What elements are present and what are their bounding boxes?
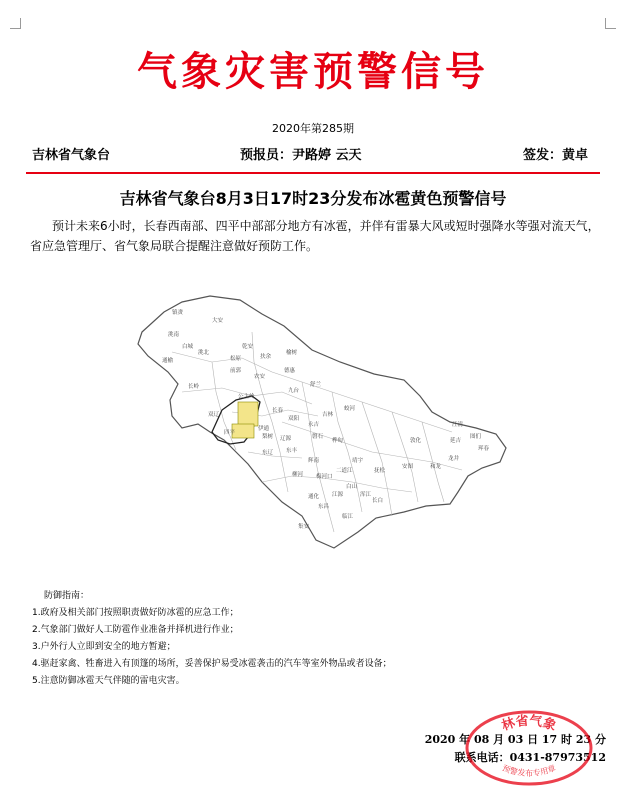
svg-text:林省气象 xyxy=(500,713,559,734)
map-label: 图们 xyxy=(470,434,482,440)
map-label: 珲春 xyxy=(478,446,490,452)
map-label: 吉林 xyxy=(322,412,334,418)
issue-number: 2020年第285期 xyxy=(272,122,354,135)
guide-item: 1.政府及相关部门按照职责做好防冰雹的应急工作； xyxy=(32,608,239,618)
map-label: 东辽 xyxy=(262,450,274,456)
map-label: 德惠 xyxy=(284,368,296,374)
warning-body: 预计未来6小时，长春西南部、四平中部部分地方有冰雹，并伴有雷暴大风或短时强降水等强对流天气，省应急管理厅、省气象局联合提醒注意做好预防工作。 xyxy=(30,219,600,253)
map-label: 乾安 xyxy=(242,344,254,350)
map-label: 白城 xyxy=(182,344,194,350)
map-label: 和龙 xyxy=(430,464,442,470)
map-label: 延吉 xyxy=(450,438,462,444)
map-label: 洮北 xyxy=(198,350,210,356)
masthead-title: 气象灾害预警信号 xyxy=(137,48,489,95)
map-label: 四平 xyxy=(224,430,236,436)
map-label: 镇赉 xyxy=(172,310,184,316)
map-label: 长春 xyxy=(272,408,284,414)
map-label: 东昌 xyxy=(318,504,330,510)
guide-item: 4.驱赶家禽、牲畜进入有顶篷的场所，妥善保护易受冰雹袭击的汽车等室外物品或者设备； xyxy=(32,659,392,669)
map-label: 蛟河 xyxy=(344,406,356,412)
map-label: 辉南 xyxy=(308,458,320,464)
map-label: 二道江 xyxy=(336,468,353,474)
headline: 吉林省气象台8月3日17时23分发布冰雹黄色预警信号 xyxy=(119,189,507,208)
map-label: 集安 xyxy=(298,524,310,530)
map-label: 通化 xyxy=(308,494,320,500)
defense-guide xyxy=(32,588,472,690)
red-divider xyxy=(26,172,600,174)
map-label: 扶余 xyxy=(260,354,272,360)
warning-zone-siping xyxy=(232,424,254,438)
map-label: 辽源 xyxy=(280,436,292,442)
guide-item: 2.气象部门做好人工防雹作业准备并择机进行作业； xyxy=(32,625,239,635)
map-label: 公主岭 xyxy=(238,394,255,400)
map-label: 靖宇 xyxy=(352,458,364,464)
province-outline xyxy=(138,296,506,548)
corner-mark-right xyxy=(605,18,616,29)
guide-item: 3.户外行人立即到安全的地方暂避； xyxy=(32,642,176,652)
map-label: 桦甸 xyxy=(332,438,344,444)
guide-item: 5.注意防御冰雹天气伴随的雷电灾害。 xyxy=(32,676,185,686)
province-map xyxy=(112,292,512,554)
map-label: 梨树 xyxy=(262,434,274,440)
map-label: 梅河口 xyxy=(316,474,333,480)
forecasters: 预报员：尹路婷 云天 xyxy=(240,148,362,163)
map-label: 伊通 xyxy=(258,426,270,432)
corner-mark-left xyxy=(10,18,21,29)
map-label: 长白 xyxy=(372,498,384,504)
map-label: 大安 xyxy=(212,318,224,324)
seal-top-text: 林省气象 xyxy=(499,713,559,735)
map-label: 松原 xyxy=(230,356,242,362)
map-label: 榆树 xyxy=(286,350,298,356)
guide-heading: 防御指南： xyxy=(44,591,90,601)
map-label: 临江 xyxy=(342,514,354,520)
map-label: 双辽 xyxy=(208,412,220,418)
map-label: 柳河 xyxy=(292,472,304,478)
svg-text:预警发布专用章 xyxy=(501,763,557,778)
map-label: 磐石 xyxy=(312,434,324,440)
map-label: 东丰 xyxy=(286,448,298,454)
warning-zone-changchun-sw xyxy=(238,402,258,426)
map-label: 汪清 xyxy=(452,422,464,428)
seal-bottom-text: 预警发布专用章 xyxy=(500,763,558,778)
map-label: 永吉 xyxy=(308,422,320,428)
issue-datetime: 2020 年 08 月 03 日 17 时 23 分 xyxy=(424,733,606,746)
map-label: 九台 xyxy=(288,388,300,394)
contact-phone: 联系电话：0431-87973512 xyxy=(454,751,606,764)
map-label: 双阳 xyxy=(288,416,300,422)
map-label: 抚松 xyxy=(374,468,386,474)
signer: 签发：黄卓 xyxy=(522,148,588,163)
map-label: 农安 xyxy=(254,374,266,380)
map-label: 通榆 xyxy=(162,358,174,364)
map-label: 江源 xyxy=(332,492,344,498)
map-label: 安图 xyxy=(402,464,414,470)
map-label: 舒兰 xyxy=(310,382,322,388)
map-label: 前郭 xyxy=(230,368,242,374)
map-label: 敦化 xyxy=(410,438,422,444)
official-seal xyxy=(462,706,596,786)
issuer: 吉林省气象台 xyxy=(32,148,111,163)
map-label: 白山 xyxy=(346,484,358,490)
map-label: 洮南 xyxy=(168,332,180,338)
map-label: 长岭 xyxy=(188,384,200,390)
map-label: 龙井 xyxy=(448,456,460,462)
map-label: 浑江 xyxy=(360,492,372,498)
